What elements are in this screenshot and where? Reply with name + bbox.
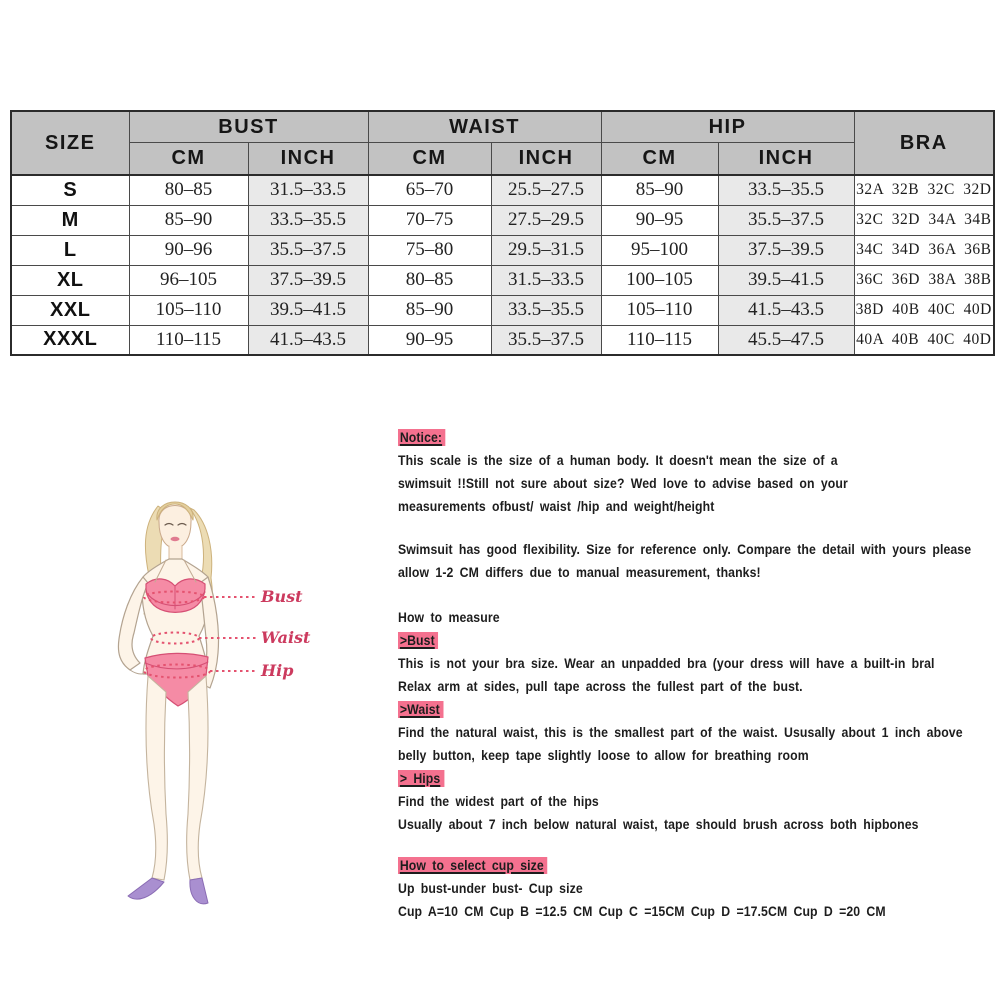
cell-bust-cm: 85–90	[129, 205, 248, 235]
table-row-xxxl	[11, 325, 994, 355]
hips-text-line: Usually about 7 inch below natural waist, tape should brush across both hipbones	[398, 817, 919, 832]
cell-bust-inch: 35.5–37.5	[248, 235, 368, 265]
cell-hip-inch: 33.5–35.5	[718, 175, 854, 205]
cell-bra: 40A 40B 40C 40D	[854, 325, 994, 355]
body-sketch-illustration	[60, 480, 380, 940]
bust-text-line: This is not your bra size. Wear an unpadded bra (your dress will have a built-in bral	[398, 656, 935, 671]
hips-text-line: Find the widest part of the hips	[398, 794, 599, 809]
cell-bust-cm: 110–115	[129, 325, 248, 355]
table-row-m	[11, 205, 994, 235]
hips-heading-highlight: > Hips	[398, 770, 444, 787]
cell-waist-cm: 65–70	[368, 175, 491, 205]
header-bust-inch: INCH	[248, 143, 368, 176]
cell-hip-cm: 90–95	[601, 205, 718, 235]
cell-hip-inch: 41.5–43.5	[718, 295, 854, 325]
cell-hip-cm: 105–110	[601, 295, 718, 325]
header-row-groups	[11, 111, 994, 143]
cell-waist-cm: 75–80	[368, 235, 491, 265]
waist-heading-highlight: >Waist	[398, 701, 444, 718]
cup-size-text-line: Cup A=10 CM Cup B =12.5 CM Cup C =15CM Cup D =17.5CM Cup D =20 CM	[398, 904, 886, 919]
notice-text-line: swimsuit !!Still not sure about size? Wed love to advise based on your	[398, 476, 848, 491]
cell-bust-cm: 105–110	[129, 295, 248, 325]
bust-text-line: Relax arm at sides, pull tape across the fullest part of the bust.	[398, 679, 803, 694]
cell-hip-cm: 85–90	[601, 175, 718, 205]
cell-waist-cm: 90–95	[368, 325, 491, 355]
cell-bust-cm: 96–105	[129, 265, 248, 295]
cell-hip-inch: 45.5–47.5	[718, 325, 854, 355]
cell-bra: 38D 40B 40C 40D	[854, 295, 994, 325]
cell-waist-inch: 25.5–27.5	[491, 175, 601, 205]
cup-size-text-line: Up bust-under bust- Cup size	[398, 881, 583, 896]
header-waist: WAIST	[368, 111, 601, 143]
header-waist-cm: CM	[368, 143, 491, 176]
size-chart	[10, 110, 995, 356]
size-chart-table	[10, 110, 995, 356]
waist-label: Waist	[261, 628, 311, 647]
cell-size: XXXL	[11, 325, 129, 355]
cell-size: XXL	[11, 295, 129, 325]
header-hip: HIP	[601, 111, 854, 143]
cell-waist-inch: 27.5–29.5	[491, 205, 601, 235]
cell-bra: 34C 34D 36A 36B	[854, 235, 994, 265]
hip-label: Hip	[261, 661, 294, 680]
cell-bust-cm: 90–96	[129, 235, 248, 265]
cell-size: S	[11, 175, 129, 205]
cell-bust-inch: 37.5–39.5	[248, 265, 368, 295]
header-bust-cm: CM	[129, 143, 248, 176]
notice-text-line: This scale is the size of a human body. It doesn't mean the size of a	[398, 453, 838, 468]
cell-hip-inch: 35.5–37.5	[718, 205, 854, 235]
table-row-xl	[11, 265, 994, 295]
flexibility-text-line: allow 1-2 CM differs due to manual measurement, thanks!	[398, 565, 761, 580]
waist-text-line: belly button, keep tape slightly loose to allow for breathing room	[398, 748, 809, 763]
cup-size-heading-highlight: How to select cup size	[398, 857, 547, 874]
cell-size: M	[11, 205, 129, 235]
cell-bust-inch: 41.5–43.5	[248, 325, 368, 355]
notice-text-line: measurements ofbust/ waist /hip and weight/height	[398, 499, 715, 514]
table-row-l	[11, 235, 994, 265]
flexibility-text-line: Swimsuit has good flexibility. Size for reference only. Compare the detail with yours please	[398, 542, 972, 557]
cell-waist-inch: 33.5–35.5	[491, 295, 601, 325]
header-hip-cm: CM	[601, 143, 718, 176]
hips-heading	[398, 767, 980, 790]
cell-waist-inch: 35.5–37.5	[491, 325, 601, 355]
cell-waist-inch: 31.5–33.5	[491, 265, 601, 295]
cell-hip-inch: 37.5–39.5	[718, 235, 854, 265]
table-row-s	[11, 175, 994, 205]
cell-hip-inch: 39.5–41.5	[718, 265, 854, 295]
bust-heading	[398, 629, 980, 652]
cell-waist-inch: 29.5–31.5	[491, 235, 601, 265]
notes-section	[398, 426, 980, 923]
cell-waist-cm: 80–85	[368, 265, 491, 295]
cell-bra: 32A 32B 32C 32D	[854, 175, 994, 205]
cell-hip-cm: 110–115	[601, 325, 718, 355]
cell-bust-inch: 33.5–35.5	[248, 205, 368, 235]
how-to-measure-heading: How to measure	[398, 610, 500, 625]
notice-heading-highlight: Notice:	[398, 429, 446, 446]
cell-waist-cm: 85–90	[368, 295, 491, 325]
cell-bust-cm: 80–85	[129, 175, 248, 205]
bust-label: Bust	[261, 587, 303, 606]
cell-hip-cm: 100–105	[601, 265, 718, 295]
cell-bra: 32C 32D 34A 34B	[854, 205, 994, 235]
cup-size-heading	[398, 854, 980, 877]
measurement-figure	[60, 480, 380, 940]
header-size: SIZE	[11, 111, 129, 175]
notice-heading	[398, 426, 980, 449]
cell-size: L	[11, 235, 129, 265]
header-waist-inch: INCH	[491, 143, 601, 176]
table-row-xxl	[11, 295, 994, 325]
header-hip-inch: INCH	[718, 143, 854, 176]
cell-size: XL	[11, 265, 129, 295]
cell-bust-inch: 31.5–33.5	[248, 175, 368, 205]
cell-bust-inch: 39.5–41.5	[248, 295, 368, 325]
waist-heading	[398, 698, 980, 721]
cell-waist-cm: 70–75	[368, 205, 491, 235]
cell-hip-cm: 95–100	[601, 235, 718, 265]
header-bra: BRA	[854, 111, 994, 175]
cell-bra: 36C 36D 38A 38B	[854, 265, 994, 295]
waist-text-line: Find the natural waist, this is the smallest part of the waist. Ususally about 1 inch above	[398, 725, 963, 740]
header-row-units	[11, 143, 994, 176]
bust-heading-highlight: >Bust	[398, 632, 438, 649]
header-bust: BUST	[129, 111, 368, 143]
